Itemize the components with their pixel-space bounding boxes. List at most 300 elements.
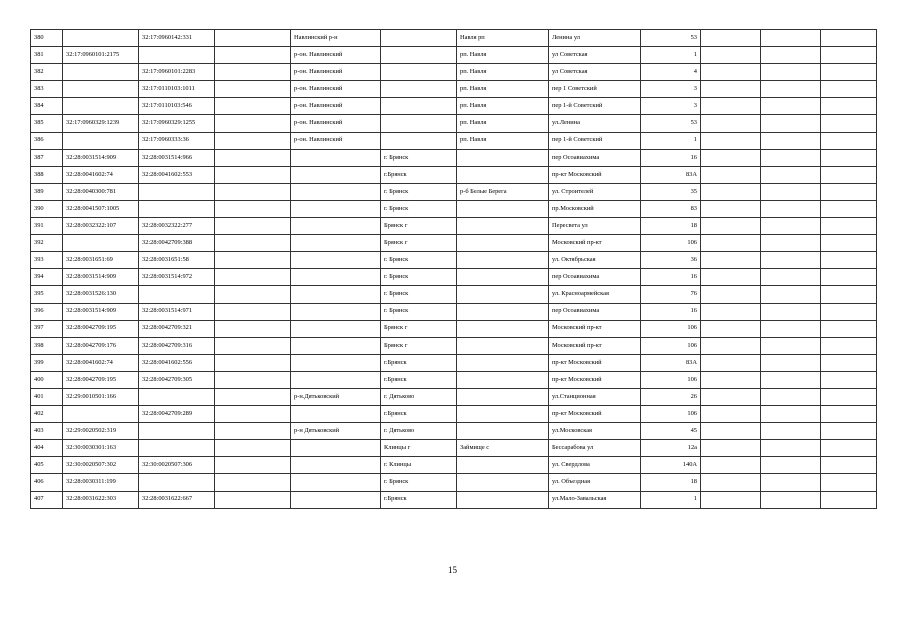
table-cell: 32:28:0041602:74 [63, 354, 139, 371]
table-cell [381, 81, 457, 98]
table-cell: 32:30:0030301:163 [63, 440, 139, 457]
table-cell: 53 [641, 115, 701, 132]
table-row [31, 303, 877, 320]
table-cell: 32:28:0032322:277 [139, 218, 215, 235]
table-cell: Клинцы г [381, 440, 457, 457]
table-cell: 402 [31, 406, 63, 423]
table-cell: пр-кт Московский [549, 166, 641, 183]
table-cell: Брянск г [381, 235, 457, 252]
table-cell [381, 132, 457, 149]
table-cell: Ленина ул [549, 30, 641, 47]
table-cell: рп. Навля [457, 64, 549, 81]
table-cell [701, 166, 761, 183]
table-cell: г. Брянск [381, 252, 457, 269]
table-cell [821, 371, 877, 388]
table-cell [457, 337, 549, 354]
table-cell [215, 132, 291, 149]
table-cell: 403 [31, 423, 63, 440]
table-cell: г. Брянск [381, 269, 457, 286]
table-row [31, 149, 877, 166]
table-cell [701, 269, 761, 286]
table-cell: ул. Красноармейская [549, 286, 641, 303]
table-cell [291, 337, 381, 354]
table-cell: пр-кт Московский [549, 371, 641, 388]
table-cell [457, 166, 549, 183]
table-cell [215, 303, 291, 320]
table-cell [63, 132, 139, 149]
table-cell: р-б Белые Берега [457, 183, 549, 200]
table-cell [139, 440, 215, 457]
table-cell: г.Брянск [381, 491, 457, 508]
table-cell [139, 388, 215, 405]
table-cell: 32:28:0041602:74 [63, 166, 139, 183]
table-row [31, 166, 877, 183]
table-cell [457, 218, 549, 235]
table-cell: 407 [31, 491, 63, 508]
table-cell [821, 286, 877, 303]
table-cell: г.Брянск [381, 406, 457, 423]
table-cell: р-он. Навлинский [291, 98, 381, 115]
table-cell: пр-кт Московский [549, 354, 641, 371]
table-row [31, 354, 877, 371]
table-cell: 32:17:0110103:546 [139, 98, 215, 115]
table-cell: 83А [641, 166, 701, 183]
table-cell: 32:28:0031622:303 [63, 491, 139, 508]
table-cell [215, 200, 291, 217]
table-cell: г. Дятьково [381, 423, 457, 440]
table-cell: 32:28:0042709:305 [139, 371, 215, 388]
table-cell [381, 98, 457, 115]
table-cell: Навля рп [457, 30, 549, 47]
table-cell: 32:28:0031514:909 [63, 303, 139, 320]
table-cell [821, 406, 877, 423]
table-cell [215, 81, 291, 98]
table-row [31, 30, 877, 47]
table-cell [291, 252, 381, 269]
table-cell: 32:28:0042709:321 [139, 320, 215, 337]
table-cell [821, 269, 877, 286]
table-cell: ул.Ленина [549, 115, 641, 132]
table-cell [821, 235, 877, 252]
table-cell: Пересвета ул [549, 218, 641, 235]
table-cell [215, 286, 291, 303]
table-cell: 16 [641, 269, 701, 286]
table-cell: 12а [641, 440, 701, 457]
table-cell: г. Брянск [381, 149, 457, 166]
table-cell [821, 183, 877, 200]
table-cell: 395 [31, 286, 63, 303]
table-cell: г. Клинцы [381, 457, 457, 474]
table-cell [821, 149, 877, 166]
table-cell [457, 252, 549, 269]
table-cell [215, 218, 291, 235]
table-cell: 32:17:0960329:1239 [63, 115, 139, 132]
table-cell [821, 64, 877, 81]
table-cell: 32:28:0031622:667 [139, 491, 215, 508]
table-cell: г.Брянск [381, 354, 457, 371]
table-cell [701, 252, 761, 269]
table-cell [457, 303, 549, 320]
table-row [31, 132, 877, 149]
page-number: 15 [448, 565, 457, 575]
table-cell: пр-кт Московский [549, 406, 641, 423]
table-cell [215, 337, 291, 354]
table-row [31, 320, 877, 337]
table-cell [291, 371, 381, 388]
table-cell [291, 457, 381, 474]
table-cell: Займище с [457, 440, 549, 457]
table-cell [63, 406, 139, 423]
table-cell [761, 98, 821, 115]
table-cell [139, 286, 215, 303]
table-cell: 32:28:0031514:909 [63, 269, 139, 286]
table-cell: 32:17:0110103:1011 [139, 81, 215, 98]
table-cell: 32:28:0042709:316 [139, 337, 215, 354]
table-cell: г. Брянск [381, 474, 457, 491]
table-cell: пер Осоавиахима [549, 269, 641, 286]
table-cell: г.Брянск [381, 166, 457, 183]
table-cell: 387 [31, 149, 63, 166]
table-cell: 32:28:0031514:971 [139, 303, 215, 320]
table-cell [291, 183, 381, 200]
table-cell [457, 354, 549, 371]
table-cell [215, 423, 291, 440]
table-cell [761, 149, 821, 166]
table-cell [701, 183, 761, 200]
table-cell [761, 371, 821, 388]
table-cell [701, 218, 761, 235]
table-cell [215, 371, 291, 388]
table-cell [215, 115, 291, 132]
table-row [31, 115, 877, 132]
table-row [31, 371, 877, 388]
table-row [31, 47, 877, 64]
table-cell [291, 474, 381, 491]
table-cell [761, 354, 821, 371]
table-cell [381, 47, 457, 64]
table-cell [761, 320, 821, 337]
table-cell [821, 115, 877, 132]
table-cell: г.Брянск [381, 371, 457, 388]
table-cell [139, 200, 215, 217]
table-cell [457, 388, 549, 405]
table-cell: 140А [641, 457, 701, 474]
table-cell [139, 423, 215, 440]
table-cell: 18 [641, 218, 701, 235]
table-cell: Навлинский р-н [291, 30, 381, 47]
table-cell [821, 440, 877, 457]
table-cell [215, 166, 291, 183]
table-cell: 35 [641, 183, 701, 200]
table-cell: Московский пр-кт [549, 337, 641, 354]
table-cell [821, 303, 877, 320]
table-cell [701, 115, 761, 132]
table-cell [821, 457, 877, 474]
table-row [31, 64, 877, 81]
table-cell: 32:28:0031514:909 [63, 149, 139, 166]
table-cell: 45 [641, 423, 701, 440]
table-cell: 32:28:0042709:289 [139, 406, 215, 423]
table-row [31, 406, 877, 423]
table-cell [291, 166, 381, 183]
table-cell [821, 320, 877, 337]
table-cell [291, 406, 381, 423]
table-cell: р-н.Дятьковский [291, 388, 381, 405]
table-cell [761, 303, 821, 320]
table-cell: г. Брянск [381, 183, 457, 200]
table-cell [821, 81, 877, 98]
table-cell: 32:29:0020502:319 [63, 423, 139, 440]
table-cell: 388 [31, 166, 63, 183]
table-cell: 1 [641, 47, 701, 64]
table-cell: 106 [641, 406, 701, 423]
table-cell: рп. Навля [457, 47, 549, 64]
table-cell [291, 354, 381, 371]
table-cell: 32:28:0030311:199 [63, 474, 139, 491]
table-cell: Брянск г [381, 337, 457, 354]
table-cell [761, 30, 821, 47]
table-cell [761, 457, 821, 474]
table-cell [215, 149, 291, 166]
table-cell [761, 235, 821, 252]
table-cell [215, 235, 291, 252]
table-cell: рп. Навля [457, 81, 549, 98]
table-cell: 106 [641, 235, 701, 252]
table-cell [457, 406, 549, 423]
table-row [31, 200, 877, 217]
table-cell: 16 [641, 149, 701, 166]
table-body [31, 30, 877, 509]
table-cell [215, 47, 291, 64]
table-cell [457, 200, 549, 217]
table-cell: 76 [641, 286, 701, 303]
table-cell [215, 406, 291, 423]
table-cell: 393 [31, 252, 63, 269]
table-cell [291, 200, 381, 217]
table-cell [761, 406, 821, 423]
table-cell [821, 474, 877, 491]
table-cell: пер 1-й Советский [549, 98, 641, 115]
table-cell: 32:17:0960101:2175 [63, 47, 139, 64]
table-cell: 32:28:0031514:966 [139, 149, 215, 166]
table-row [31, 235, 877, 252]
table-cell [821, 354, 877, 371]
table-cell: 16 [641, 303, 701, 320]
table-row [31, 269, 877, 286]
table-cell [215, 457, 291, 474]
table-cell [215, 30, 291, 47]
table-cell [821, 252, 877, 269]
table-cell [215, 320, 291, 337]
table-cell: Брянск г [381, 218, 457, 235]
table-cell [701, 64, 761, 81]
table-cell: 32:28:0040300:781 [63, 183, 139, 200]
table-cell [139, 474, 215, 491]
table-cell: Московский пр-кт [549, 320, 641, 337]
table-cell: 3 [641, 81, 701, 98]
table-cell [291, 286, 381, 303]
table-row [31, 183, 877, 200]
table-cell: 400 [31, 371, 63, 388]
table-cell: 389 [31, 183, 63, 200]
table-cell: рп. Навля [457, 98, 549, 115]
table-row [31, 286, 877, 303]
table-cell: 18 [641, 474, 701, 491]
table-cell: Брянск г [381, 320, 457, 337]
table-cell: 32:17:0960329:1255 [139, 115, 215, 132]
table-cell: ул. Строителей [549, 183, 641, 200]
table-cell [701, 81, 761, 98]
table-cell: 32:28:0042709:195 [63, 371, 139, 388]
table-row [31, 423, 877, 440]
table-cell [215, 64, 291, 81]
table-cell [701, 149, 761, 166]
table-cell: 26 [641, 388, 701, 405]
table-cell [761, 286, 821, 303]
table-cell [457, 286, 549, 303]
table-cell: р-он. Навлинский [291, 81, 381, 98]
table-cell: р-он. Навлинский [291, 132, 381, 149]
table-cell: 384 [31, 98, 63, 115]
table-cell: Московский пр-кт [549, 235, 641, 252]
table-cell [701, 98, 761, 115]
table-cell [761, 337, 821, 354]
table-cell [821, 337, 877, 354]
table-row [31, 218, 877, 235]
table-cell: 36 [641, 252, 701, 269]
table-cell [291, 320, 381, 337]
table-cell: 383 [31, 81, 63, 98]
table-cell: 404 [31, 440, 63, 457]
table-cell [761, 218, 821, 235]
table-cell [457, 457, 549, 474]
table-cell [701, 286, 761, 303]
table-cell: 32:28:0031514:972 [139, 269, 215, 286]
table-cell [821, 132, 877, 149]
table-cell [291, 491, 381, 508]
table-cell [701, 457, 761, 474]
table-cell [701, 354, 761, 371]
table-cell: г. Брянск [381, 286, 457, 303]
table-cell [761, 64, 821, 81]
table-cell: 401 [31, 388, 63, 405]
table-cell: пр.Московский [549, 200, 641, 217]
table-cell [761, 388, 821, 405]
table-cell [701, 337, 761, 354]
table-cell [291, 218, 381, 235]
table-cell [215, 440, 291, 457]
table-cell [457, 491, 549, 508]
table-cell: 32:17:0960101:2283 [139, 64, 215, 81]
table-cell: 32:28:0031651:69 [63, 252, 139, 269]
table-cell: р-он. Навлинский [291, 47, 381, 64]
table-cell [761, 200, 821, 217]
table-cell: ул.Станционная [549, 388, 641, 405]
table-cell: 394 [31, 269, 63, 286]
table-row [31, 252, 877, 269]
table-cell: р-он. Навлинский [291, 64, 381, 81]
table-cell: ул.Московская [549, 423, 641, 440]
table-cell [821, 218, 877, 235]
table-cell [701, 371, 761, 388]
table-cell: ул. Объездная [549, 474, 641, 491]
table-cell [215, 388, 291, 405]
table-cell [215, 491, 291, 508]
table-cell: 406 [31, 474, 63, 491]
table-cell [761, 47, 821, 64]
table-cell: 32:28:0041602:556 [139, 354, 215, 371]
table-cell: Бессарабова ул [549, 440, 641, 457]
table-cell: рп. Навля [457, 132, 549, 149]
table-cell [457, 474, 549, 491]
table-cell: 32:28:0032322:107 [63, 218, 139, 235]
table-cell [701, 491, 761, 508]
table-cell [381, 30, 457, 47]
table-cell: г. Брянск [381, 200, 457, 217]
table-cell [701, 474, 761, 491]
table-cell: 32:28:0042709:388 [139, 235, 215, 252]
table-cell [701, 47, 761, 64]
table-cell: 399 [31, 354, 63, 371]
table-cell: ул Советская [549, 64, 641, 81]
table-cell [701, 320, 761, 337]
table-cell [761, 166, 821, 183]
table-cell [139, 47, 215, 64]
table-cell: рп. Навля [457, 115, 549, 132]
table-cell [291, 440, 381, 457]
table-cell [701, 132, 761, 149]
table-cell [291, 303, 381, 320]
table-cell [457, 320, 549, 337]
table-cell: 397 [31, 320, 63, 337]
table-cell: 1 [641, 132, 701, 149]
table-cell: 32:17:0960142:331 [139, 30, 215, 47]
table-cell: 32:17:0960333:36 [139, 132, 215, 149]
table-cell: 32:29:0010501:166 [63, 388, 139, 405]
table-cell [63, 64, 139, 81]
table-cell [701, 30, 761, 47]
table-cell: 4 [641, 64, 701, 81]
table-cell: р-н Дятьковский [291, 423, 381, 440]
table-cell: 405 [31, 457, 63, 474]
table-cell [761, 491, 821, 508]
table-cell [291, 149, 381, 166]
table-cell [63, 98, 139, 115]
table-cell: ул. Октябрьская [549, 252, 641, 269]
table-cell: г. Дятьково [381, 388, 457, 405]
table-cell: пер Осоавиахима [549, 303, 641, 320]
table-cell [761, 252, 821, 269]
table-cell: 32:28:0042709:176 [63, 337, 139, 354]
table-cell [701, 406, 761, 423]
table-cell: ул. Свердлова [549, 457, 641, 474]
table-cell [63, 81, 139, 98]
table-cell [457, 235, 549, 252]
table-cell [457, 371, 549, 388]
table-cell: 390 [31, 200, 63, 217]
table-cell [457, 269, 549, 286]
table-cell: 3 [641, 98, 701, 115]
table-cell: ул.Мало-Завальская [549, 491, 641, 508]
table-cell: 83А [641, 354, 701, 371]
table-cell [821, 423, 877, 440]
table-cell [821, 491, 877, 508]
table-cell [701, 200, 761, 217]
table-cell [381, 115, 457, 132]
table-cell: 1 [641, 491, 701, 508]
table-row [31, 98, 877, 115]
table-cell: 106 [641, 337, 701, 354]
